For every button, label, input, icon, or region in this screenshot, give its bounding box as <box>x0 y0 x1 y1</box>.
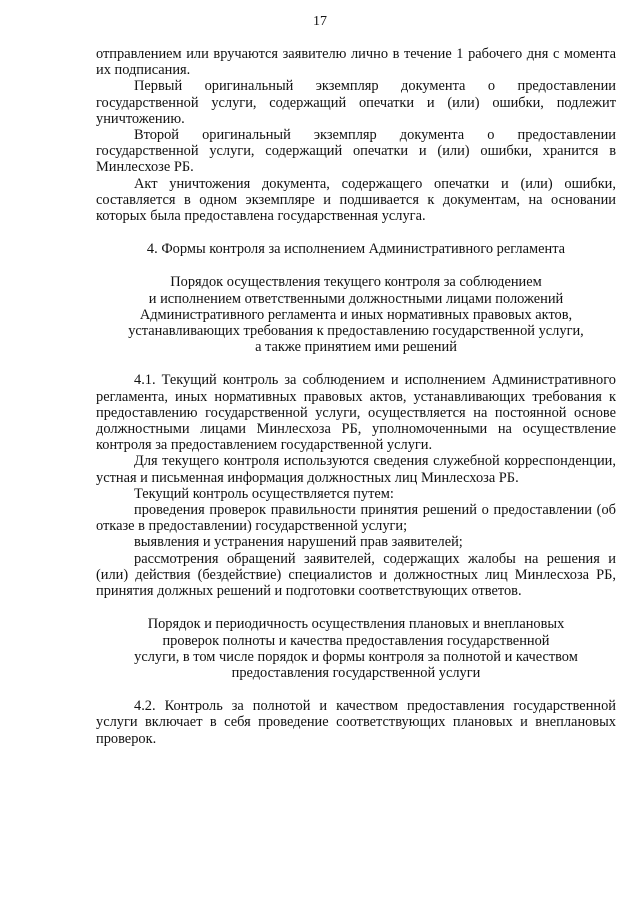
paragraph: выявления и устранения нарушений прав заявителей; <box>134 534 463 551</box>
heading-line: Порядок осуществления текущего контроля за соблюдением <box>170 274 542 291</box>
heading-line: предоставления государственной услуги <box>231 664 481 681</box>
heading-line: а также принятием ими решений <box>255 339 457 356</box>
heading-line: устанавливающих требования к предоставлению государственной услуги, <box>128 323 584 340</box>
subsection-heading <box>96 616 616 681</box>
heading-line: Административного регламента и иных нормативных правовых актов, <box>139 306 573 323</box>
heading-line: Порядок и периодичность осуществления плановых и внеплановых <box>147 616 565 633</box>
paragraph: Второй оригинальный экземпляр документа о предоставлении государственной услуги, содержащий опечатки и (или) ошибки, хранится в Минлесхозе РБ. <box>96 127 616 176</box>
paragraph: Первый оригинальный экземпляр документа о предоставлении государственной услуги, содержащий опечатки и (или) ошибки, подлежит уничтожению. <box>96 78 616 127</box>
section-title: 4. Формы контроля за исполнением Административного регламента <box>146 241 566 258</box>
paragraph: 4.1. Текущий контроль за соблюдением и исполнением Административного регламента, иных нормативных правовых актов, устанавливающих требования к предоставлению государственной услуги, осуществляется на постоянной основе должностными лицами Минлесхоза РБ, уполномоченными на осуществление контроля за предоставлением государственной услуги. <box>96 372 616 454</box>
paragraph: Текущий контроль осуществляется путем: <box>134 485 394 502</box>
heading-line: услуги, в том числе порядок и формы контроля за полнотой и качеством <box>134 648 578 665</box>
paragraph: рассмотрения обращений заявителей, содержащих жалобы на решения и (или) действия (бездействие) специалистов и должностных лиц Минлесхоза РБ, принятия должных решений и подготовки соответствующих ответов. <box>96 550 616 600</box>
paragraph: Акт уничтожения документа, содержащего опечатки и (или) ошибки, составляется в одном экземпляре и подшивается к документам, на основании которых была предоставлена государственная услуга. <box>96 175 616 225</box>
paragraph: отправлением или вручаются заявителю лично в течение 1 рабочего дня с момента их подписания. <box>96 46 616 79</box>
paragraph: Для текущего контроля используются сведения служебной корреспонденции, устная и письменная информация должностных лиц Минлесхоза РБ. <box>96 453 616 486</box>
page-number: 17 <box>313 14 327 29</box>
heading-line: и исполнением ответственными должностными лицами положений <box>148 290 564 307</box>
paragraph: проведения проверок правильности принятия решений о предоставлении (об отказе в предоставлении) государственной услуги; <box>96 502 616 535</box>
heading-line: проверок полноты и качества предоставления государственной <box>162 632 550 649</box>
document-body <box>96 46 616 747</box>
paragraph: 4.2. Контроль за полнотой и качеством предоставления государственной услуги включает в себя проведение соответствующих плановых и внеплановых проверок. <box>96 698 616 747</box>
subsection-heading <box>96 274 616 355</box>
